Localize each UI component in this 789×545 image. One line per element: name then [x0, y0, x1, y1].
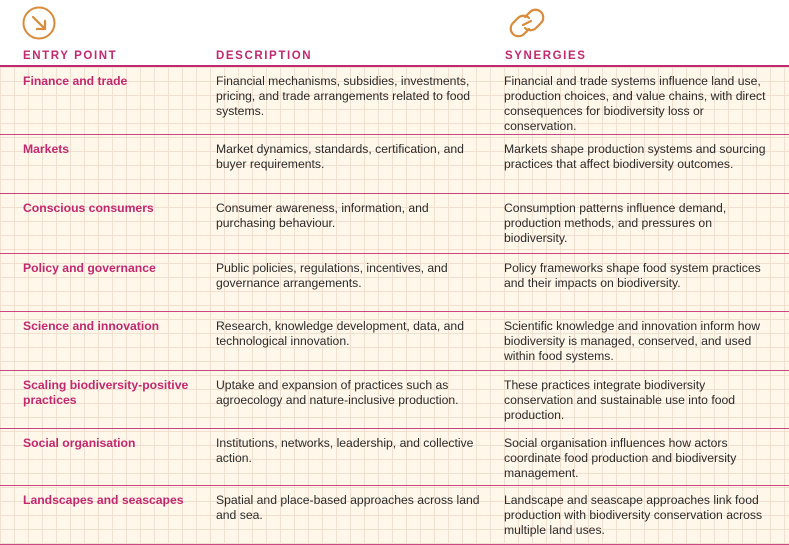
description-cell: Spatial and place-based approaches across land and sea.	[216, 493, 480, 522]
synergies-cell: Financial and trade systems influence land use, production choices, and value chains, with direct consequences for biodiversity loss or conservation.	[504, 74, 766, 133]
description-cell: Market dynamics, standards, certification, and buyer requirements.	[216, 142, 464, 171]
table-row	[0, 429, 789, 486]
entry-point-cell: Science and innovation	[23, 319, 160, 333]
table-row	[0, 312, 789, 371]
column-header-entry-point: ENTRY POINT	[23, 50, 118, 62]
arrow-down-right-in-circle-icon	[21, 5, 57, 41]
entry-point-cell: Scaling biodiversity-positive practices	[23, 378, 189, 407]
description-cell: Financial mechanisms, subsidies, investments, pricing, and trade arrangements related to food systems.	[216, 74, 471, 118]
synergies-cell: These practices integrate biodiversity conservation and sustainable use into food production.	[504, 378, 736, 422]
synergies-cell: Policy frameworks shape food system practices and their impacts on biodiversity.	[504, 261, 761, 290]
description-cell: Consumer awareness, information, and purchasing behaviour.	[216, 201, 429, 230]
description-cell: Public policies, regulations, incentives, and governance arrangements.	[216, 261, 448, 290]
table-row	[0, 194, 789, 254]
entry-point-cell: Markets	[23, 142, 70, 156]
synergies-cell: Scientific knowledge and innovation inform how biodiversity is managed, conserved, and used within food systems.	[504, 319, 761, 363]
entry-points-table	[0, 67, 789, 545]
entry-point-cell: Finance and trade	[23, 74, 128, 88]
column-header-synergies: SYNERGIES	[505, 50, 587, 62]
entry-point-cell: Conscious consumers	[23, 201, 154, 215]
table-row	[0, 67, 789, 135]
entry-point-cell: Social organisation	[23, 436, 136, 450]
description-cell: Institutions, networks, leadership, and collective action.	[216, 436, 474, 465]
column-header-description: DESCRIPTION	[216, 50, 313, 62]
synergies-cell: Markets shape production systems and sourcing practices that affect biodiversity outcomes.	[504, 142, 766, 171]
synergies-cell: Consumption patterns influence demand, production methods, and pressures on biodiversity.	[504, 201, 727, 245]
top-icon-strip	[0, 0, 789, 45]
entry-point-cell: Landscapes and seascapes	[23, 493, 184, 507]
description-cell: Uptake and expansion of practices such as agroecology and nature-inclusive production.	[216, 378, 459, 407]
synergies-cell: Landscape and seascape approaches link food production with biodiversity conservation across multiple land uses.	[504, 493, 763, 537]
synergies-cell: Social organisation influences how actors coordinate food production and biodiversity management.	[504, 436, 737, 480]
table-row	[0, 254, 789, 312]
table-row	[0, 135, 789, 194]
description-cell: Research, knowledge development, data, and technological innovation.	[216, 319, 464, 348]
table-row	[0, 371, 789, 429]
entry-point-cell: Policy and governance	[23, 261, 156, 275]
chain-link-icon	[507, 5, 547, 41]
table-row	[0, 486, 789, 545]
